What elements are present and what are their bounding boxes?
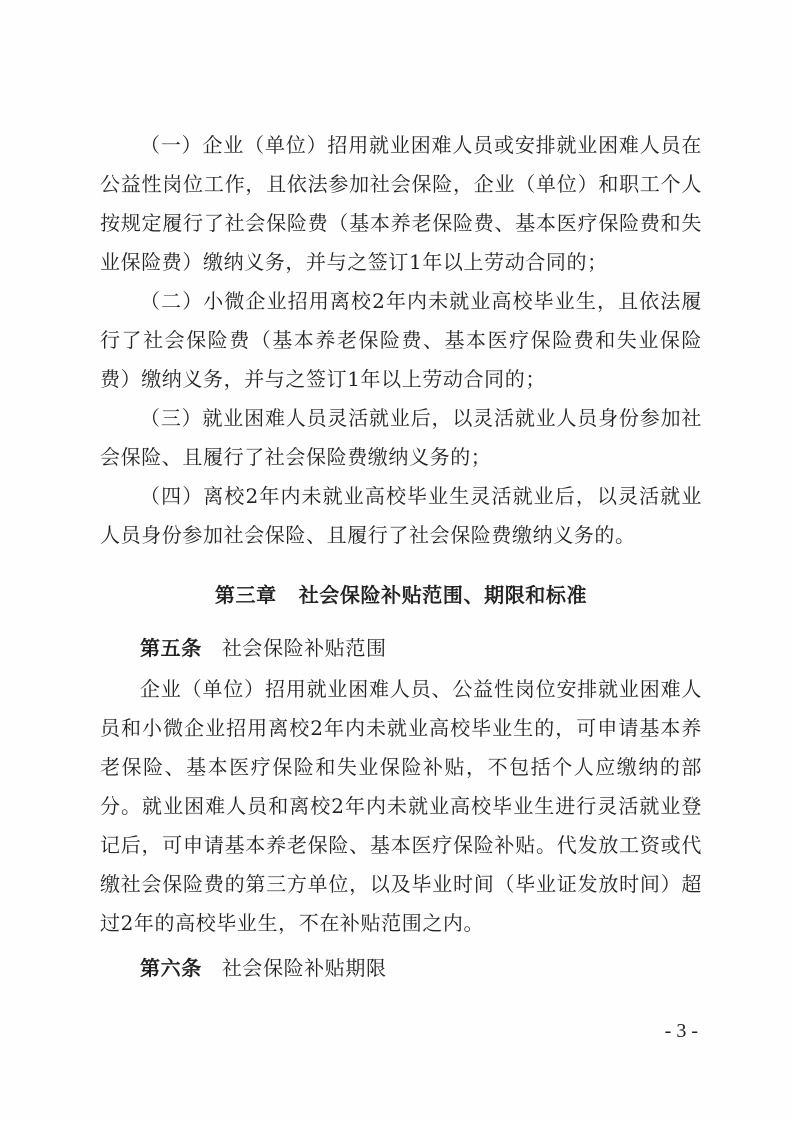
- article-5-heading: [100, 629, 702, 668]
- page-number: - 3 -: [664, 1020, 698, 1042]
- document-body: [100, 126, 702, 990]
- clause-1: （一）企业（单位）招用就业困难人员或安排就业困难人员在公益性岗位工作，且依法参加社会保险，企业（单位）和职工个人按规定履行了社会保险费（基本养老保险费、基本医疗保险费和失业保险费）缴纳义务，并与之签订1年以上劳动合同的；: [100, 133, 702, 274]
- chapter-heading: [100, 577, 702, 613]
- chapter-number: 第三章: [214, 583, 277, 607]
- article-6-heading: [100, 949, 702, 988]
- clause-3: （三）就业困难人员灵活就业后，以灵活就业人员身份参加社会保险、且履行了社会保险费缴纳义务的；: [100, 406, 702, 469]
- article-6-title: 社会保险补贴期限: [221, 956, 387, 980]
- article-6-number: 第六条: [140, 956, 202, 980]
- chapter-title: 社会保险补贴范围、期限和标准: [298, 583, 588, 607]
- clause-4: （四）离校2年内未就业高校毕业生灵活就业后，以灵活就业人员身份参加社会保险、且履行了社会保险费缴纳义务的。: [100, 484, 702, 547]
- article-5-number: 第五条: [140, 636, 202, 660]
- article-5-body: 企业（单位）招用就业困难人员、公益性岗位安排就业困难人员和小微企业招用离校2年内未就业高校毕业生的，可申请基本养老保险、基本医疗保险和失业保险补贴，不包括个人应缴纳的部分。就业困难人员和离校2年内未就业高校毕业生进行灵活就业登记后，可申请基本养老保险、基本医疗保险补贴。代发放工资或代缴社会保险费的第三方单位，以及毕业时间（毕业证发放时间）超过2年的高校毕业生，不在补贴范围之内。: [100, 677, 702, 935]
- article-5-title: 社会保险补贴范围: [221, 636, 387, 660]
- clause-2: （二）小微企业招用离校2年内未就业高校毕业生，且依法履行了社会保险费（基本养老保险费、基本医疗保险费和失业保险费）缴纳义务，并与之签订1年以上劳动合同的；: [100, 289, 702, 391]
